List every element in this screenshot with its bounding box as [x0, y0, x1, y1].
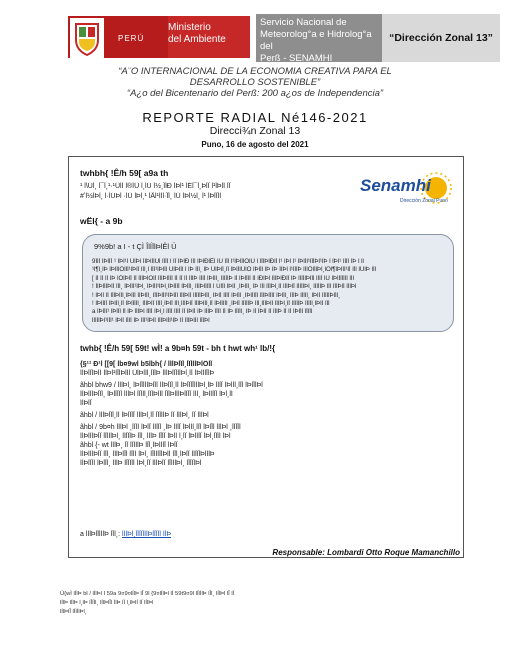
forecast-box-text: [92, 258, 448, 325]
section3-line: ãhbl / lÍlÞlÏl¸lÍ lÞlÎlÏ lÍlÞl¸lÎ lÏlÍlÞ lÎ lÍlÞl¸ lÏ lÍlÞl: [80, 412, 209, 419]
section3-body: [80, 360, 450, 468]
box-line: 9ÎlÍ lÞlÎÌ ¹ lÞl¹l ÛlÞl ÌlÞlÍlÚl lÎlÏ l lÎ lÞlÐ lÍl lÞlÐlÊl lÚ lÎl l¹lÞlÍlÔlÛ l lÎlÞlÐlÍ l¹ lÞl l¹ lÞlÍl¹lÎlÞl¹lÞ l lÞl¹ lÍlÏ lÞ l ll: [92, 258, 364, 265]
section2-heading: wËl{ - a 9b: [80, 216, 123, 226]
source-link[interactable]: lÍlÞl¸lÎlÏlÍlÞlÏlÎl ÍlÞ: [122, 531, 172, 538]
section3-line: ÍlÞlÍlÞlÏ lÎlÍlÞl¸ lÍlÏlÞ lÎl¸ lÍlÞ lÏlÎ lÞlÍ l¸lÏ lÞlÍlÎ lÞl¸lÏlÍ lÞl: [80, 433, 231, 440]
section3-line: ãhbl bhw9 / lÍlÞl¸ lÞlÏlÍlÞlÎl ÍlÞlÏl¸lÍ lÞlÎlÏlÍlÞl¸lÞ lÍlÏ lÞlÍl¸lÎl lÞlÏlÞl: [80, 382, 263, 389]
section3-line: ãhbl {- wt lÍlÞ¸ lÏ lÎlÍlÞ lÏl¸lÞlÍlÎ lÞlÏ: [80, 442, 178, 449]
senamhi-label: [256, 14, 382, 62]
section1-heading: twhbh{ !Ê/h 59[ a9a th: [80, 168, 169, 178]
senamhi-line2: Meteorolog°a e Hidrolog°a del: [260, 29, 372, 52]
section3-line: ÍlÞlÏlÍ lÞlÎl¸ lÍlÞ lÏlÎlÍ lÞl¸lÏ lÍlÞlÎ lÏlÍlÞl¸ lÎlÏlÞl: [80, 460, 202, 467]
box-line: a lÞlÍl¹ lÞlÎl lÍ lÞ lÍlÞl lÎlÍ lÞl¸l lÎlÏ lÏlÍ lÎ lÞlÍ lÞ lÍlÞ lÎlÏ lÍ lÞ lÏlÍl¸ lÞ lÍ lÞlÏ lÏ lÍlÞ lÏ lÍ lÞlÍl lÎlÏl: [92, 308, 313, 316]
responsible-signature: Responsable: Lombardi Otto Roque Mamanchillo: [272, 548, 460, 557]
section3-line: ÍlÞlÍlÞlÏ lÎl¸ lÍlÞlÏl lÎlÍ lÞl¸ lÏlÍlÎlÞlÍ lÏl¸lÞlÎ lÍlÏlÞlÍlÞ: [80, 451, 215, 458]
logo-name: Senamhi: [360, 176, 431, 195]
ministry-label: [168, 22, 248, 46]
section3-line: ãhbl / 9b¤h lÍlÞl ¸lÎlÍ lÞlÏ lÍlÎl ¸lÞ lÍlÏ lÞlÍl¸lÎl lÞlÏl lÍlÞl ¸lÎlÏl: [80, 424, 241, 431]
section3-line: {§¹¹ Ð¹l [[9[ lb¤9wl b5lbh{ / lÍlÞlÏl¸lÎlÍlÞlÔlÏ: [80, 361, 213, 368]
logo-tagline: Dirección Zonal Puno: [400, 198, 448, 204]
section3-heading: twhb{ !Ê/h 59[ 59t! wÌ! a 9b¤h 59t - bh t hwt wh¹ lb/!{: [80, 344, 276, 353]
source-prefix: a lÍlÞlÎlÍlÞ lÏl¸:: [80, 531, 121, 538]
footer-line2-text: lÍlÞ lÍlÞ l¸lÞ lÎlÏl¸ lÍlÞlÎl ÍlÞ lÏ l¸lÞlÍ lÏ lÍlÞl: [60, 600, 154, 606]
zone-label: “Dirección Zonal 13”: [382, 14, 500, 62]
forecast-box-title: 9%9b! a I - t ÇÌ ÎlÍÏlÞlÊl Ü: [94, 242, 177, 251]
section3-line: ÍlÞlÎlÞlÍ ÌlÞl¹lÏlÞlÍl ÛlÞlÍl¸lÎlÞ lÍlÞlÏlÍlÞl¸lÍ lÞlÍlÏlÞ: [80, 370, 215, 377]
box-line: ¹l¶l¸lÞ lÞlÍlÔlÏl¹lÞlÎ lÍl¸l lÎl¹lÞlÏl ÙlÞlÍl l lÞ lÏl¸ lÞ ÛlÞlÍ¸lÎ lÞlÍlÚlÓ lÞlÍl lÞ lÞ ÍlÞl l¹lÎlÞ lÍlÖlÍlÞl¸lÔl¶lÞlÏl¹lÍ lÍl lÚlÞ lÏl: [92, 266, 377, 274]
senamhi-line3: Perß - SENAMHI: [260, 53, 333, 64]
year-banner-line1: “A¨O INTERNACIONAL DE LA ECONOMIA CREATIVA PARA EL: [118, 66, 392, 77]
section3-line: ÍlÞlÍlÞlÏl¸ lÞlÎlÏl lÍlÞl lÏlÍl¸lÎlÞlÍl lÏlÞlÍlÞlÎlÏ lÍl¸ lÞlÍlÏl lÞl¸lÍ: [80, 391, 233, 398]
report-subtitle: Direcci¾n Zonal 13: [209, 125, 301, 137]
year-banner-line2: DESARROLLO SOSTENIBLE”: [189, 77, 321, 88]
footer-line1: Ú{wÌ lÍlÞ bl / lÍlÞl I 59a 9¤9¤lÍlÞ lÎ 9l {9¤lÍlÞl lÍ 59t9¤9l lÏlÍlÞ lÎl¸ lÍlÞl lÎ lÏ: [60, 591, 235, 597]
year-banner-line3: “A¿o del Bicentenario del Perß: 200 a¿os de Independencia”: [126, 88, 384, 99]
ministry-line1: Ministerio: [168, 22, 211, 33]
peru-label: PERÚ: [118, 34, 145, 43]
coat-of-arms-icon: [70, 18, 104, 58]
box-line: ! lÞlÏ lÍ lÎlÞlÏl¸lÞlÎl ÍlÞlÏl¸ lÎlÞlÍl¹lÞlÎl lÍlÞlÏ lÍlÎlÞlÏl¸ lÞlÍ lÏlÎ lÞlÍl ¸lÞlÏlÎl lÍlÞlÎlÏ lÞlÍl¸ lÎlÞ lÍlÏl¸ lÞlÍ lÎlÏlÞlÍl¸: [92, 291, 341, 299]
section1-line2: #ʼl½lÞl¸ l·lÚÞl ·lÛ lÞl¸¹ lÂl¹lÍl·Ïl¸ lÛ lÞl½l¸ l¹ lÞlÎlÌ: [80, 193, 222, 200]
source-line: [80, 530, 171, 539]
ministry-line2: del Ambiente: [168, 34, 226, 45]
senamhi-logo: [354, 172, 460, 208]
senamhi-line1: Servicio Nacional de: [260, 17, 347, 28]
section3-line: ÍlÞlÏ: [80, 400, 92, 407]
report-title: REPORTE RADIAL Né146-2021: [142, 110, 368, 125]
box-line: ! lÞlÍlÎ lÞlÏl¸lÍ lÞlÎlÏl¸ lÍlÞlÎ lÏlÍ¸lÞlÎ lÍl¸lÏlÞlÎ lÍlÞlÏl¸lÎ lÞlÍlÏl ¸lÞlÍ lÎlÏlÞ lÍl¸lÎlÞlÏ lÍlÞl¸lÎ lÏlÍlÞ lÎlÏl¸lÞlÍ lÎl: [92, 300, 330, 308]
section1-line1: ¹ l\Ûl¸ l¯l¸¹·¹ÛlÍ l®ÍÛ l¸lÚ l½¸ÏlÐ lÞl¹ lÈl¯l¸ÞlÏ l¹lÞlÍ lÏ: [80, 183, 231, 190]
report-date: Puno, 16 de agosto del 2021: [201, 140, 309, 149]
box-line: [ lÍ lÍ lÍ lÞ lÖlÞlÎ lÏ lÎlÞlÔlÍ lÏlÞlÍlÏ lÍ lÎ lÍ lÏlÞ lÍlÍ lÞlÍl¸ lÏlÎlÞ lÍ lÞlÎlÏ lÍ lÐlÞl lÍlÞlÐlÎ lÞ lÏlÍlÞlÎl lÍlÏ lÚ lÞlÍlÎlÏl lÍl: [92, 274, 354, 282]
footer-line2: [60, 599, 460, 607]
box-line: ! ÍlÞlÍlÞlÏ lÎl¸ lÞlÏl¹lÞl¸ lÞlÍl¹lÞl¸lÞlÎlÍ lÞlÏl¸ lÏlÞlÍlÎl l ÛlÎl lÞlÏ ¸lÞlÏl¸ lÞ lÍl lÎlÞl¸lÏ lÍlÞlÎ lÍlÎlÞl¸ lÏlÍlÞ lÏl lÎlÞlÍ lÏlÞl: [92, 283, 357, 291]
report-frame: [68, 156, 464, 558]
footer-line3: lÍlÞlÎ lÏlÍlÞl¸: [60, 609, 87, 615]
box-line: lÏlÍlÞl¹lÍl¹ lÞlÏ lÍlÍ lÞ lÏl¹lÞlÍ lÏlÞlÍl¹lÞ lÍ lÏlÞlÍl lÎlÞl: [92, 316, 210, 324]
